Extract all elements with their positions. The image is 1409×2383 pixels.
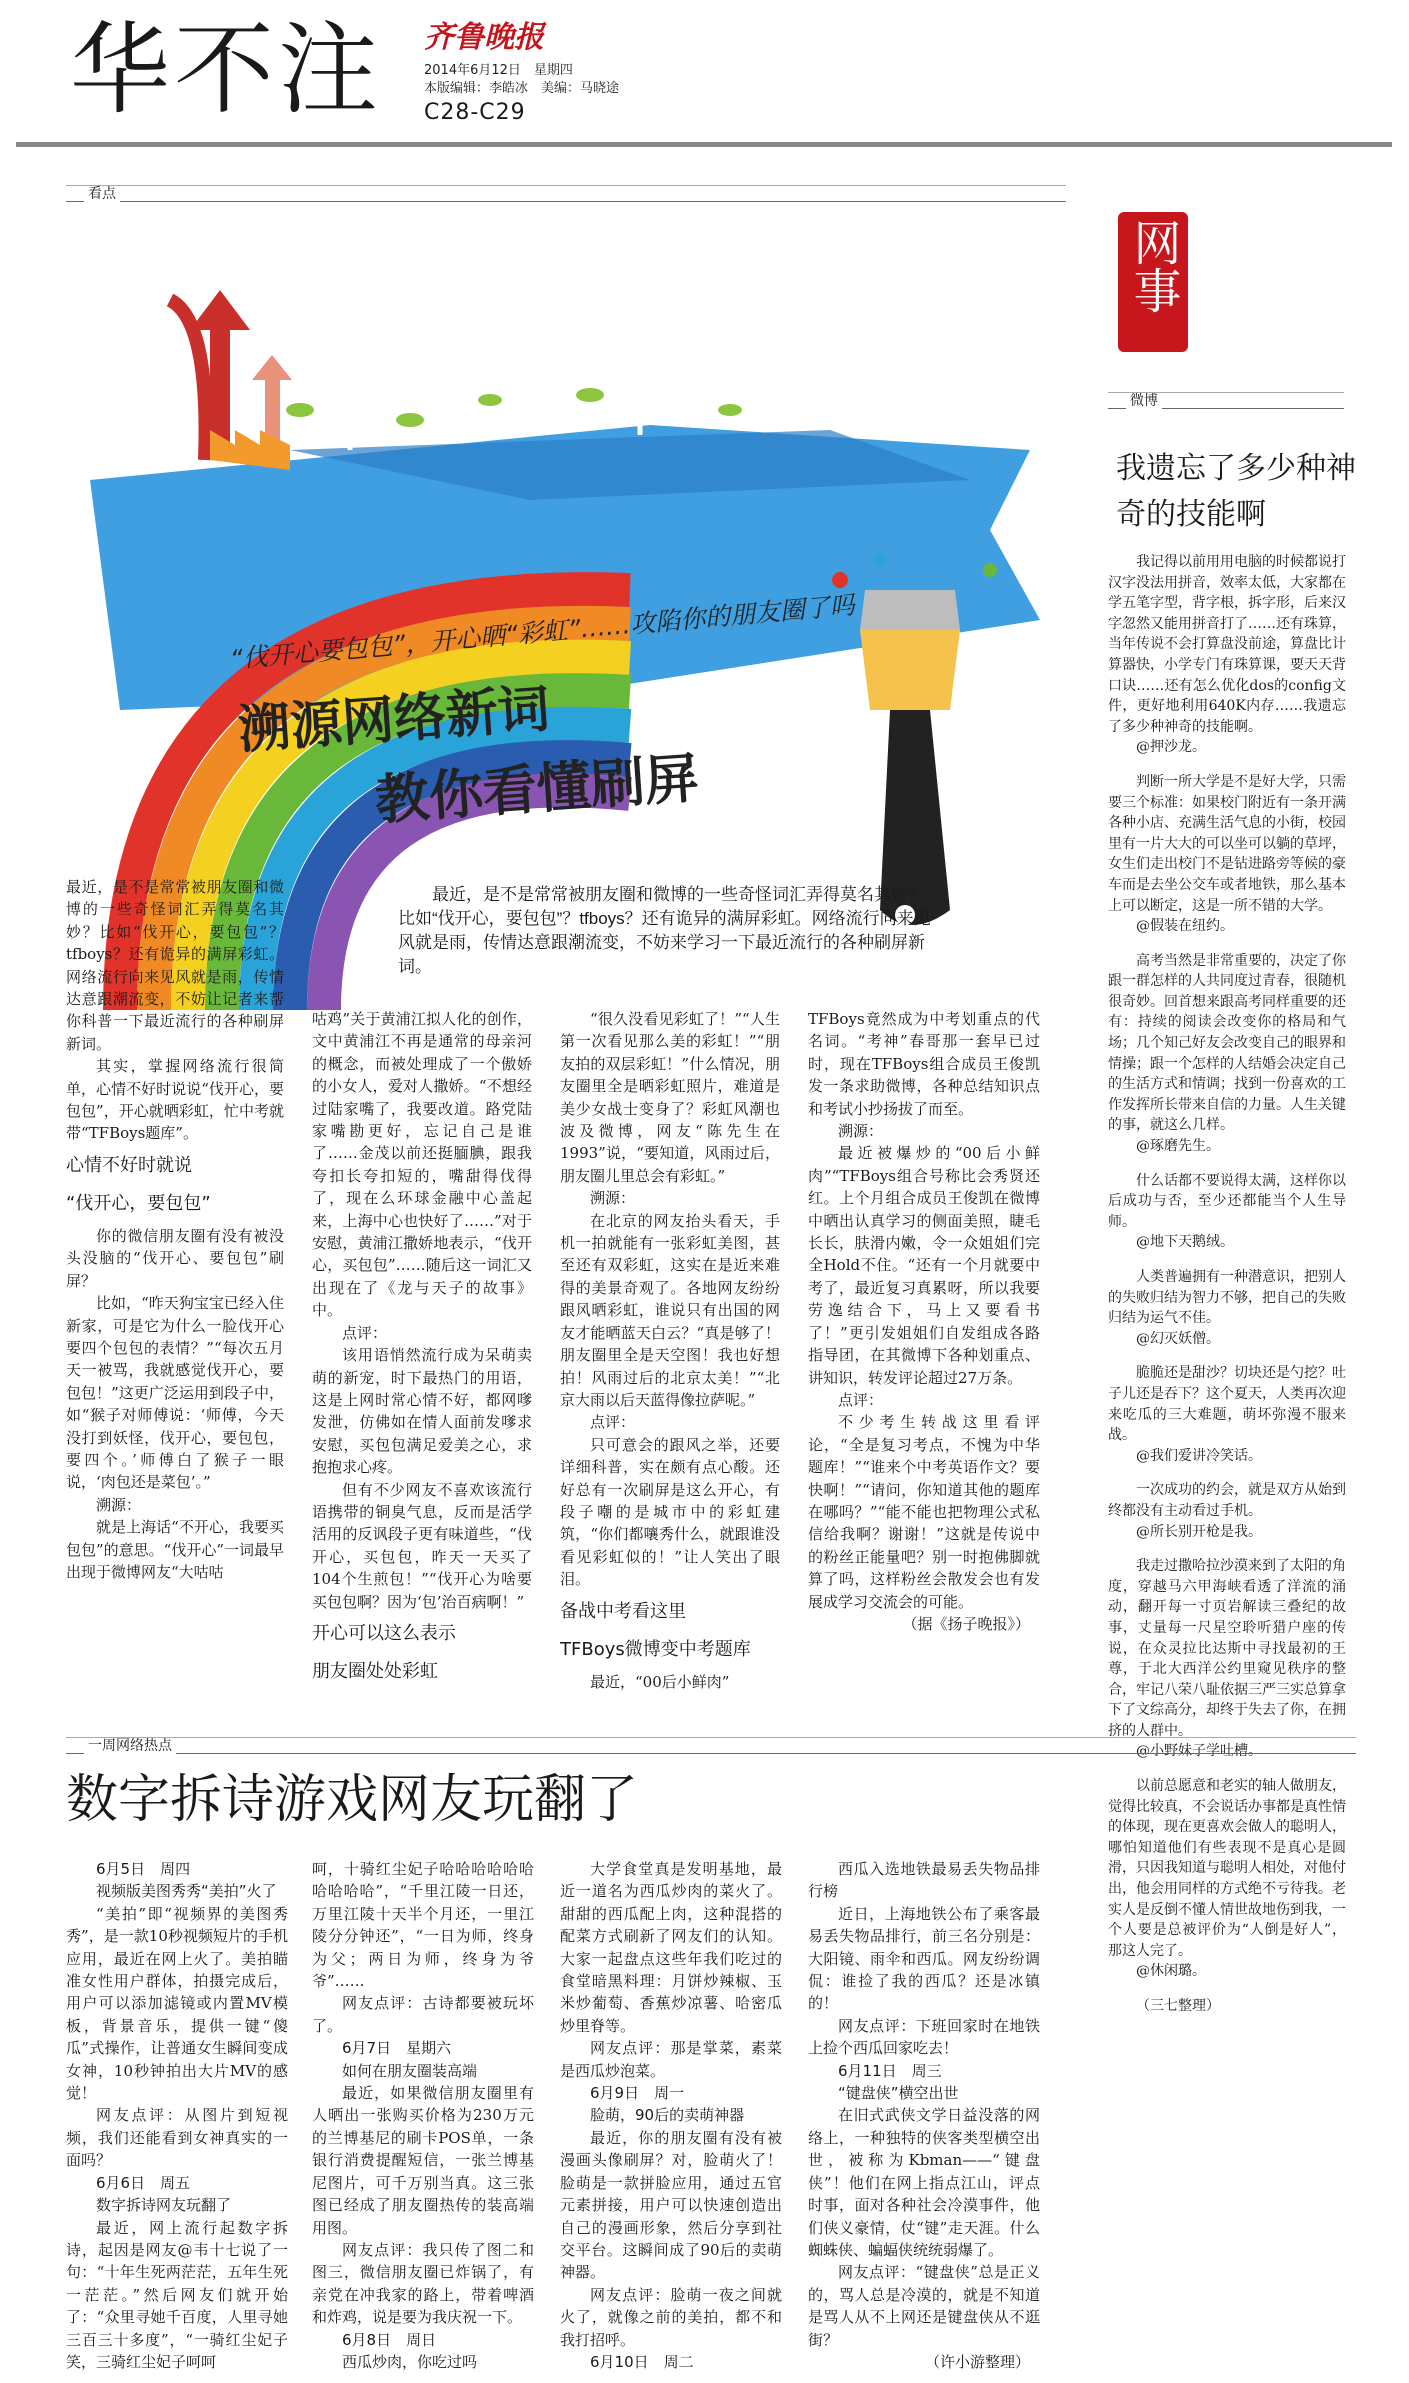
paragraph: 最近，你的朋友圈有没有被漫画头像刷屏？对，脸萌火了！脸萌是一款拼脸应用，通过五官元素拼接，用户可以快速创造出自己的漫画形象，然后分享到社交平台。这瞬间成了90后的卖萌神器。 bbox=[560, 2128, 782, 2282]
paragraph: 咕鸡”关于黄浦江拟人化的创作，文中黄浦江不再是通常的母亲河的概念，而被处理成了一个傲娇的小女人，爱对人撒娇。“不想经过陆家嘴了，我要改道。路党陆家嘴勘更好，忘记自己是谁了……金茂以前还挺腼腆，跟我夸扣长夸扣短的，嘴甜得伐得了，现在么环球金融中心盖起来，上海中心也快好了……”对于安慰，黄浦江撒娇地表示，“伐开心，买包包”……随后这一词汇又出现在了《龙与天子的故事》中。 bbox=[312, 1010, 532, 1320]
weibo-post: 判断一所大学是不是好大学，只需要三个标准：如果校门附近有一条开满各种小店、充满生活气息的小街，校园里有一片大大的可以坐可以躺的草坪，女生们走出校门不是钻进路旁等候的豪车而是去坐公交车或者地铁，那么基本上可以断定，这是一所不错的大学。 bbox=[1108, 773, 1346, 914]
headline-quote: “伐开心要包包”，开心晒“彩虹”……攻陷你的朋友圈了吗 bbox=[228, 590, 856, 674]
weibo-author: @所长别开枪是我。 bbox=[1136, 1523, 1262, 1540]
paragraph: 其实，掌握网络流行很简单，心情不好时说说“伐开心，要包包”，开心就晒彩虹，忙中考就带“TFBoys题库”。 bbox=[66, 1057, 284, 1143]
label: 点评： bbox=[838, 1390, 884, 1409]
weekly-column-3 bbox=[560, 1858, 782, 2371]
item-heading: 西瓜炒肉，你吃过吗 bbox=[342, 2352, 478, 2371]
page-range: C28-C29 bbox=[424, 100, 526, 125]
weibo-post: 我走过撒哈拉沙漠来到了太阳的角度，穿越马六甲海峡看透了洋流的涌动，翻开每一寸页岩解读三叠纪的故事，丈量每一尺星空聆听猎户座的传说，在众灵拉比达斯中寻找最初的王尊，于北大西洋公约里窥见秩序的整合，牢记八荣八耻依据三严三实总算拿下了文综高分，却终于失去了你，在拥挤的人群中。 bbox=[1108, 1558, 1346, 1739]
weekly-column-4 bbox=[808, 1858, 1040, 2371]
paragraph: 只可意会的跟风之举，还要详细科普，实在颇有点心酸。还好总有一次刷屏是这么开心，有段子嘲的是城市中的彩虹建筑，“你们都嚷秀什么，就跟谁没看见彩虹似的！”让人笑出了眼泪。 bbox=[560, 1435, 780, 1589]
paragraph: 网友点评：下班回家时在地铁上捡个西瓜回家吃去！ bbox=[808, 2016, 1040, 2058]
label: 溯源： bbox=[96, 1495, 142, 1514]
masthead: 华不注 bbox=[70, 11, 382, 128]
weibo-author: @琢磨先生。 bbox=[1136, 1138, 1220, 1155]
lead-paragraph: 最近，是不是常常被朋友圈和微博的一些奇怪词汇弄得莫名其妙？比如“伐开心，要包包”？tfboys？还有诡异的满屏彩虹。网络流行向来见风就是雨，传情达意跟潮流变，不妨来学习一下最近流行的各种刷屏新词。 bbox=[398, 885, 931, 976]
net-stamp: 网事 bbox=[1118, 212, 1188, 352]
source-credit: （许小游整理） bbox=[924, 2352, 1030, 2371]
paragraph: TFBoys竟然成为中考划重点的代名词。“考神”春哥那一套早已过时，现在TFBoys组合成员王俊凯发一条求助微博，各种总结知识点和考试小抄扬拔了而至。 bbox=[808, 1010, 1040, 1118]
subhead: TFBoys微博变中考题库 bbox=[560, 1638, 751, 1660]
paragraph: “美拍”即“视频界的美图秀秀”，是一款10秒视频短片的手机应用，最近在网上火了。美拍瞄准女性用户群体，拍摄完成后，用户可以添加滤镜或内置MV模板，背景音乐，提供一键“傻瓜”式操作，让普通女生瞬间变成女神，10秒钟拍出大片MV的感觉！ bbox=[66, 1904, 288, 2103]
subhead: 心情不好时就说 bbox=[66, 1154, 192, 1176]
item-heading: 6月11日 周三 bbox=[838, 2061, 942, 2080]
header-rule bbox=[16, 142, 1392, 147]
issue-date: 2014年6月12日 星期四 bbox=[424, 63, 573, 78]
item-heading: 6月9日 周一 bbox=[590, 2084, 685, 2103]
weibo-author: @押沙龙。 bbox=[1136, 739, 1206, 756]
item-heading: 6月6日 周五 bbox=[96, 2173, 191, 2192]
source-credit: （据《扬子晚报》） bbox=[902, 1614, 1030, 1633]
weibo-author: @假装在纽约。 bbox=[1136, 918, 1234, 935]
headline-line-1: 溯源网络新词 bbox=[236, 679, 552, 761]
paper-name: 齐鲁晚报 bbox=[424, 20, 544, 55]
feature-column-2 bbox=[312, 1008, 532, 1682]
weibo-post: 高考当然是非常重要的，决定了你跟一群怎样的人共同度过青春，很随机很奇妙。回首想来跟高考同样重要的还有：持续的阅读会改变你的格局和气场；几个知己好友会改变自己的眼界和情操；跟一个怎样的人结婚会决定自己的生活方式和情调；找到一份喜欢的工作发挥所长带来自信的力量。人生关键的事，就这么几样。 bbox=[1108, 952, 1346, 1134]
item-heading: “键盘侠”横空出世 bbox=[838, 2084, 959, 2103]
paragraph: 最近，网上流行起数字拆诗，起因是网友@韦十七说了一句：“十年生死两茫茫，五年生死一茫茫。”然后网友们就开始了：“众里寻她千百度，人里寻她三百三十多度”，“一骑红尘妃子笑，三骑红尘妃子呵呵 bbox=[66, 2218, 288, 2371]
feature-column-1 bbox=[66, 876, 284, 1656]
paragraph: 你的微信朋友圈有没有被没头没脑的“伐开心、要包包”刷屏？ bbox=[66, 1226, 284, 1290]
subhead: 朋友圈处处彩虹 bbox=[312, 1660, 438, 1682]
paragraph: 近日，上海地铁公布了乘客最易丢失物品排行，前三名分别是：大阳镜、雨伞和西瓜。网友纷纷调侃：谁捡了我的西瓜？还是冰镇的！ bbox=[808, 1904, 1040, 2013]
weibo-post: 以前总愿意和老实的轴人做朋友，觉得比较真，不会说话办事都是真性情的体现，现在更喜欢会做人的聪明人，哪怕知道他们有些表现不是真心是圆滑，只因我知道与聪明人相处，对他付出，他会用同样的方式绝不亏待我。老实人是反倒不懂人情世故地伤到我，一个人要是总被评价为“人倒是好人”，那这人完了。 bbox=[1108, 1778, 1346, 1959]
label: 溯源： bbox=[590, 1189, 636, 1208]
section-weekly-hot: 一周网络热点 bbox=[66, 1737, 1356, 1754]
feature-column-4 bbox=[808, 1008, 1040, 1708]
paragraph: 在旧式武侠文学日益没落的网络上，一种独特的侠客类型横空出世，被称为Kbman——“键盘侠”！他们在网上指点江山，评点时事，面对各种社会冷漠事件，他们侠义豪情，仗“键”走天涯。什么蜘蛛侠、蝙蝠侠统统弱爆了。 bbox=[808, 2106, 1040, 2259]
paragraph: 就是上海话“不开心，我要买包包”的意思。“伐开心”一词最早出现于微博网友“大咕咕 bbox=[66, 1518, 285, 1581]
paragraph: 呵，十骑红尘妃子哈哈哈哈哈哈哈哈哈哈”，“千里江陵一日还，万里江陵十天半个月还，一里江陵分分钟还”，“一日为师，终身为父；两日为师，终身为爷爷”…… bbox=[312, 1860, 534, 1991]
weekly-title: 数字拆诗游戏网友玩翻了 bbox=[66, 1770, 639, 1830]
item-heading: 脸萌，90后的卖萌神器 bbox=[590, 2106, 745, 2125]
paragraph: 网友点评：“键盘侠”总是正义的，骂人总是冷漠的，就是不知道是骂人从不上网还是键盘侠从不逛街？ bbox=[808, 2263, 1040, 2349]
paragraph: 但有不少网友不喜欢该流行语携带的铜臭气息，反而是活学活用的反讽段子更有味道些，“伐开心，买包包，昨天一天买了104个生煎包！”“伐开心为啥要买包包啊？因为‘包’治百病啊！” bbox=[312, 1480, 532, 1611]
item-heading: 6月10日 周二 bbox=[590, 2352, 694, 2371]
weibo-post: 我记得以前用用电脑的时候都说打汉字没法用拼音，效率太低，大家都在学五笔字型，背字根，拆字形，后来汉字忽然又能用拼音打了……还有珠算，当年传说不会打算盘没前途，算盘比计算器快，小学专门有珠算课，要天天背口诀……还有怎么优化dos的config文件，更好地利用640K内存……我遗忘了多少种神奇的技能啊。 bbox=[1108, 554, 1346, 735]
item-heading: 如何在朋友圈装高端 bbox=[342, 2061, 478, 2080]
paragraph: 在北京的网友抬头看天，手机一拍就能有一张彩虹美图，甚至还有双彩虹，这实在是近来难得的美景奇观了。各地网友纷纷跟风晒彩虹，谁说只有出国的网友才能晒蓝天白云？“真是够了！朋友圈里全是天空图！我也好想拍！风雨过后的北京太美！”“北京大雨以后天蓝得像拉萨呢。” bbox=[560, 1211, 780, 1409]
paragraph: 最近，“00后小鲜肉” bbox=[590, 1672, 730, 1691]
label: 溯源： bbox=[838, 1122, 884, 1141]
subhead: “伐开心，要包包” bbox=[66, 1192, 211, 1214]
paragraph: 不少考生转战这里看评论，“全是复习考点，不愧为中华题库！”“谁来个中考英语作文？要快啊！”“请问，你知道其他的题库在哪吗？”“能不能也把物理公式私信给我啊？谢谢！”这就是传说中的粉丝正能量吧？别一时抱佛脚就算了吗，这样粉丝会散发会也有发展成学习交流会的可能。 bbox=[808, 1413, 1040, 1611]
weekly-column-1 bbox=[66, 1858, 288, 2371]
paragraph: 网友点评：那是掌菜，素菜是西瓜炒泡菜。 bbox=[560, 2039, 782, 2080]
item-heading: 数字拆诗网友玩翻了 bbox=[96, 2196, 232, 2215]
paragraph: “很久没看见彩虹了！”“人生第一次看见那么美的彩虹！”“朋友拍的双层彩虹！”什么情况，朋友圈里全是晒彩虹照片，难道是美少女战士变身了？彩虹风潮也波及微博，网友“陈先生在1993”说，“要知道，风雨过后，朋友圈儿里总会有彩虹。” bbox=[560, 1010, 780, 1185]
paragraph: 网友点评：从图片到短视频，我们还能看到女神真实的一面吗？ bbox=[66, 2106, 288, 2170]
paragraph: 该用语悄然流行成为呆萌卖萌的新宠，时下最热门的用语，这是上网时常心情不好，都网嗲发泄，仿佛如在情人面前发嗲求安慰，买包包满足爱美之心，求抱抱求心疼。 bbox=[312, 1346, 532, 1477]
item-heading: 6月8日 周日 bbox=[342, 2330, 437, 2349]
column1-intro: 最近，是不是常常被朋友圈和微博的一些奇怪词汇弄得莫名其妙？比如“伐开心，要包包”？tfboys？还有诡异的满屏彩虹。网络流行向来见风就是雨，传情达意跟潮流变，不妨让记者来帮你科普一下最近流行的各种刷屏新词。 bbox=[66, 878, 284, 1053]
paragraph: 网友点评：我只传了图二和图三，微信朋友圈已炸锅了，有亲党在冲我家的路上，带着啤酒和炸鸡，说是要为我庆祝一下。 bbox=[312, 2240, 534, 2327]
weibo-author: @小野妹子学吐槽。 bbox=[1136, 1743, 1262, 1760]
paragraph: 最近，如果微信朋友圈里有人晒出一张购买价格为230万元的兰博基尼的刷卡POS单，一条银行消费提醒短信，一张兰博基尼图片，可千万别当真。这三张图已经成了朋友圈热传的装高端用图。 bbox=[312, 2084, 534, 2237]
item-heading: 视频版美图秀秀“美拍”火了 bbox=[96, 1882, 277, 1901]
section-weibo: 微博 bbox=[1108, 392, 1344, 409]
feature-column-3 bbox=[560, 1008, 780, 1691]
paragraph: 比如，“昨天狗宝宝已经入住新家，可是它为什么一脸伐开心要四个包包的表情？”“每次五月天一被骂，我就感觉伐开心，要包包！”这更广泛运用到段子中，如“猴子对师傅说：‘师傅，今天没打到妖怪，伐开心，要包包，要四个。’师傅白了猴子一眼说，‘肉包还是菜包’。” bbox=[66, 1294, 284, 1492]
section-look: 看点 bbox=[66, 185, 1066, 202]
weibo-author: @休闲璐。 bbox=[1136, 1963, 1206, 1980]
label: 点评： bbox=[342, 1323, 388, 1342]
weibo-post: 一次成功的约会，就是双方从始到终都没有主动看过手机。 bbox=[1108, 1482, 1346, 1519]
weibo-author: @地下天鹅绒。 bbox=[1136, 1234, 1234, 1251]
subhead: 开心可以这么表示 bbox=[312, 1622, 456, 1644]
paragraph: 网友点评：古诗都要被玩坏了。 bbox=[312, 1994, 534, 2035]
weibo-title: 我遗忘了多少种神奇的技能啊 bbox=[1116, 451, 1356, 532]
weibo-column bbox=[1108, 552, 1346, 2132]
weibo-author: （三七整理） bbox=[1136, 1998, 1220, 2014]
paragraph: 最近被爆炒的“00后小鲜肉”“TFBoys组合号称比会秀贤还红。上个月组合成员王俊凯在微博中晒出认真学习的侧面美照，睫毛长长，肤滑内嫩，令一众姐姐们完全Hold不住。“还有一个月就要中考了，最近复习真累呀，所以我要劳逸结合下，马上又要看书了！”更引发姐姐们自发组成各路指导团，在其微博下各种划重点、讲知识，转发评论超过27万条。 bbox=[808, 1144, 1040, 1387]
label: 点评： bbox=[590, 1413, 636, 1432]
subhead: 备战中考看这里 bbox=[560, 1600, 686, 1622]
weibo-post: 什么话都不要说得太满，这样你以后成功与否，至少还都能当个人生导师。 bbox=[1108, 1172, 1346, 1230]
item-heading: 6月7日 星期六 bbox=[342, 2039, 452, 2058]
weibo-post: 脆脆还是甜沙？切块还是勺挖？吐子儿还是吞下？这个夏天，人类再次迎来吃瓜的三大难题，萌坏弥漫不服来战。 bbox=[1108, 1365, 1346, 1444]
paragraph: 大学食堂真是发明基地，最近一道名为西瓜炒肉的菜火了。甜甜的西瓜配上肉，这种混搭的配菜方式刷新了网友们的认知。大家一起盘点这些年我们吃过的食堂暗黑料理：月饼炒辣椒、玉米炒葡萄、香蕉炒凉薯、哈密瓜炒里脊等。 bbox=[560, 1860, 782, 2035]
weekly-column-2 bbox=[312, 1858, 534, 2371]
paragraph: 网友点评：脸萌一夜之间就火了，就像之前的美拍，都不和我打招呼。 bbox=[560, 2285, 782, 2349]
weibo-author: @我们爱讲冷笑话。 bbox=[1136, 1447, 1262, 1464]
item-heading: 西瓜入选地铁最易丢失物品排行榜 bbox=[808, 1860, 1040, 1901]
weibo-post: 人类普遍拥有一种潜意识，把别人的失败归结为智力不够，把自己的失败归结为运气不佳。 bbox=[1108, 1269, 1346, 1327]
headline-line-2: 教你看懂刷屏 bbox=[373, 746, 701, 832]
item-heading: 6月5日 周四 bbox=[96, 1860, 191, 1878]
editors: 本版编辑：李皓冰 美编：马晓途 bbox=[424, 81, 620, 96]
weibo-author: @幻灭妖僧。 bbox=[1136, 1330, 1220, 1347]
